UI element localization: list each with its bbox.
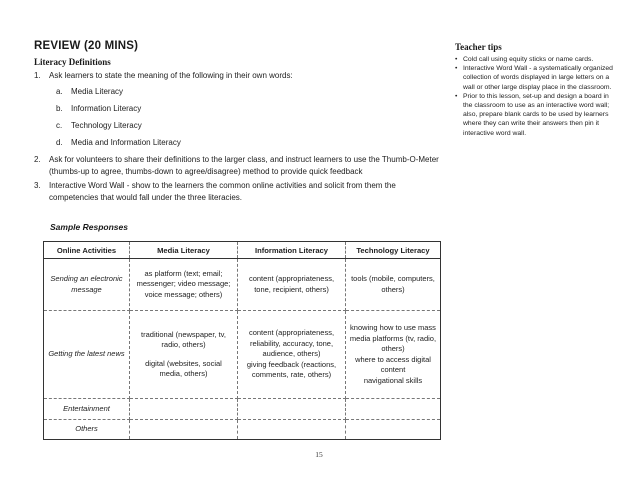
sample-responses-title: Sample Responses [50, 222, 128, 232]
table-row [44, 311, 441, 399]
step-item [34, 154, 444, 178]
sub-letter: a. [56, 87, 63, 96]
row-activity: Getting the latest news [44, 311, 130, 399]
cell-text: navigational skills [363, 375, 423, 385]
row-activity: Sending an electronic message [44, 259, 130, 311]
bullet-icon: • [455, 65, 458, 73]
cell-text: knowing how to use mass media platforms (tv, radio, others) [349, 323, 437, 353]
cell-information [238, 420, 346, 440]
cell-information [238, 311, 346, 399]
cell-text: tools (mobile, computers, others) [351, 274, 435, 294]
sub-item [49, 137, 444, 149]
cell-media [130, 311, 238, 399]
header-technology-literacy: Technology Literacy [346, 242, 441, 259]
sub-list [49, 86, 444, 149]
tip-text: Prior to this lesson, set-up and design a board in the classroom to use as an interactive word wall; also, prepare blank cards to be used by learners where they can write their answers then pin it interactive word wall. [463, 92, 610, 137]
table-header-row [44, 242, 441, 259]
row-activity: Entertainment [44, 399, 130, 420]
bullet-icon: • [455, 56, 458, 63]
sub-letter: b. [56, 104, 63, 113]
page-number: 15 [315, 450, 323, 459]
step-text: Ask learners to state the meaning of the following in their own words: [49, 71, 293, 80]
cell-technology [346, 420, 441, 440]
table-row [44, 399, 441, 420]
row-activity: Others [44, 420, 130, 440]
cell-information [238, 259, 346, 311]
review-section [34, 40, 444, 204]
header-online-activities: Online Activities [44, 242, 130, 259]
table-row [44, 259, 441, 311]
cell-text: content (appropriateness, reliability, accuracy, tone, audience, others) [248, 328, 335, 359]
cell-text: giving feedback (reactions, comments, rate, others) [246, 359, 337, 380]
sub-letter: d. [56, 138, 63, 147]
tip-item [455, 92, 615, 138]
sub-item [49, 120, 444, 132]
sub-text: Technology Literacy [71, 121, 142, 130]
step-number: 2. [34, 155, 41, 164]
sub-text: Information Literacy [71, 104, 142, 113]
sub-item [49, 86, 444, 98]
sample-responses-table [43, 241, 441, 440]
teacher-tips-list [455, 55, 615, 138]
cell-technology [346, 259, 441, 311]
bullet-icon: • [455, 92, 458, 100]
cell-text: traditional (newspaper, tv, radio, others) [141, 329, 226, 349]
cell-text: digital (websites, social media, others) [145, 358, 222, 378]
tip-text: Interactive Word Wall - a systematically organized collection of words displayed in large letters on a wall or other large display place in the classroom. [463, 65, 613, 91]
teacher-tips-panel [455, 42, 615, 138]
sub-text: Media and Information Literacy [71, 138, 181, 147]
cell-information [238, 399, 346, 420]
cell-text: as platform (text; email; messenger; video message; voice message; others) [136, 268, 231, 299]
cell-text: content (appropriateness, tone, recipient, others) [248, 274, 335, 294]
step-item [34, 180, 444, 204]
header-media-literacy: Media Literacy [130, 242, 238, 259]
cell-media [130, 259, 238, 311]
cell-media [130, 399, 238, 420]
section-title: Literacy Definitions [34, 57, 111, 67]
tip-item [455, 64, 615, 92]
sub-text: Media Literacy [71, 87, 124, 96]
step-number: 3. [34, 181, 41, 190]
tip-item [455, 55, 615, 64]
cell-technology [346, 399, 441, 420]
cell-media [130, 420, 238, 440]
cell-spacer [133, 351, 234, 359]
step-number: 1. [34, 71, 41, 80]
cell-technology [346, 311, 441, 399]
table-row [44, 420, 441, 440]
teacher-tips-title: Teacher tips [455, 42, 502, 52]
tip-text: Cold call using equity sticks or name cards. [463, 56, 594, 63]
step-text: Interactive Word Wall - show to the learners the common online activities and solicit from them the competencies that would fall under the three literacies. [49, 181, 396, 202]
step-item [34, 70, 444, 149]
review-title: REVIEW (20 MINS) [34, 40, 139, 52]
cell-text: where to access digital content [355, 354, 431, 374]
steps-list [34, 70, 444, 204]
sub-letter: c. [56, 121, 63, 130]
header-information-literacy: Information Literacy [238, 242, 346, 259]
step-text: Ask for volunteers to share their definitions to the larger class, and instruct learners to use the Thumb-O-Meter (thumbs-up to agree, thumbs-down to agree/disagree) method to provide quick feedback [49, 155, 439, 176]
sub-item [49, 103, 444, 115]
